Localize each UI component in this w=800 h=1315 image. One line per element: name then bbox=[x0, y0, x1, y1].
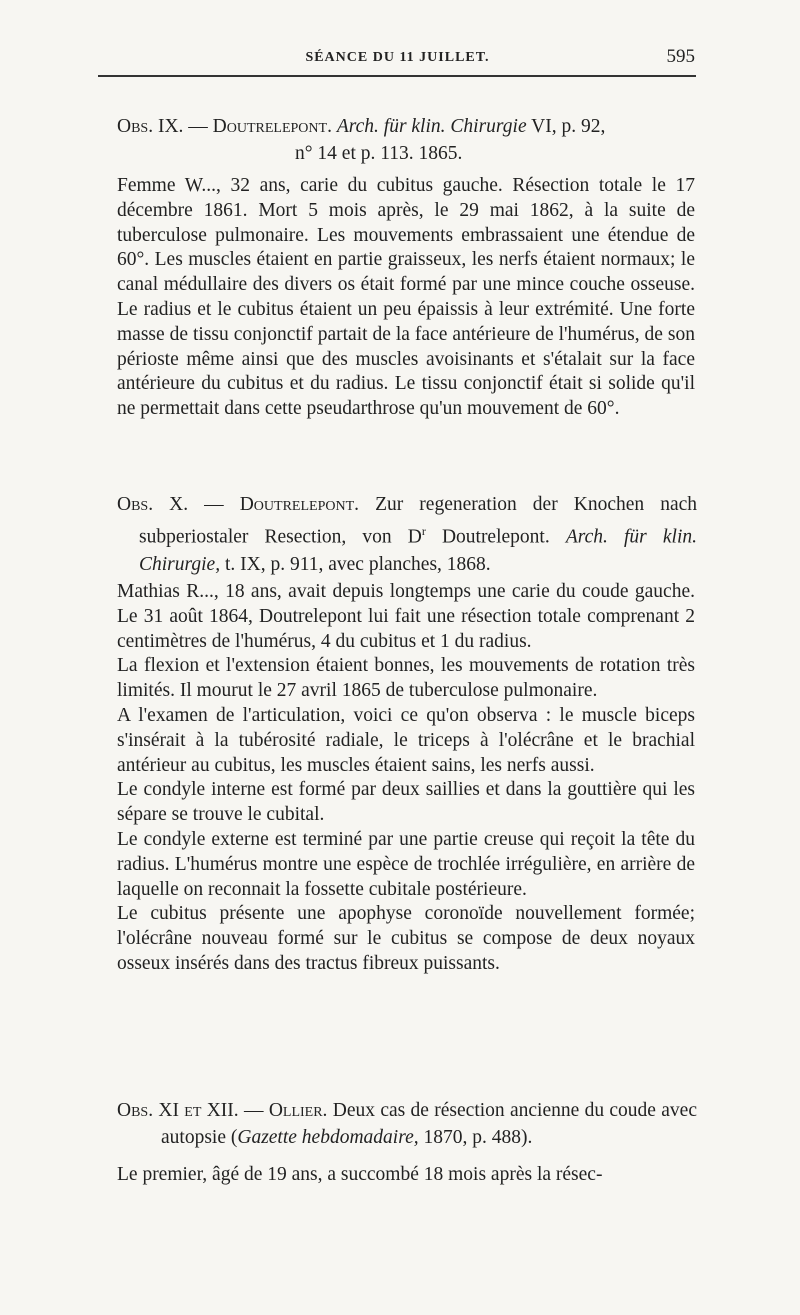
obs-10-source: Arch. für klin. Chirurgie, bbox=[139, 526, 697, 575]
obs-9-author: Doutrelepont. bbox=[212, 116, 332, 137]
obs-11-heading bbox=[117, 1097, 697, 1151]
obs-11-title: Deux cas de résection ancienne du coude avec autopsie ( bbox=[161, 1100, 697, 1148]
header-rule bbox=[98, 75, 696, 77]
obs-10-label: Obs. X. — bbox=[117, 494, 224, 515]
obs-10-paragraph-6: Le cubitus présente une apophyse coronoïde nouvellement formée; l'olécrâne nouveau formé sur le cubitus se compose de deux noyaux osseux insérés dans des tractus fibreux puissants. bbox=[117, 903, 695, 974]
obs-9-body bbox=[117, 174, 695, 422]
running-head bbox=[100, 46, 695, 70]
running-title: SÉANCE DU 11 JUILLET. bbox=[305, 50, 490, 65]
obs-11-ref: 1870, p. 488). bbox=[423, 1127, 533, 1148]
obs-10-title: Zur regeneration der Knochen nach subperiostaler Resection, von D bbox=[139, 494, 698, 548]
obs-9-label: Obs. IX. — bbox=[117, 116, 208, 137]
obs-10-author: Doutrelepont. bbox=[239, 494, 360, 515]
obs-10-paragraph-3: A l'examen de l'articulation, voici ce qu'on observa : le muscle biceps s'insérait à la tubérosité radiale, le triceps à l'olécrâne et le brachial antérieur au cubitus, les muscles étaient sains, les nerfs aussi. bbox=[117, 704, 695, 776]
obs-11-source: Gazette hebdomadaire, bbox=[237, 1127, 419, 1148]
obs-9-paragraph: Femme W..., 32 ans, carie du cubitus gauche. Résection totale le 17 décembre 1861. Mort 5 mois après, le 29 mai 1862, à la suite de tuberculose pulmonaire. Les mouvements embrassaient une étendue de 60°. Les muscles étaient en partie graisseux, les nerfs étaient normaux; le canal médullaire des divers os était formé par une mince couche osseuse. Le radius et le cubitus étaient un peu épaissis à leur extrémité. Une forte masse de tissu conjonctif partait de la face antérieure de l'humérus, de son périoste même ainsi que des muscles avoisinants et s'étalait sur la face antérieure du cubitus et du radius. Le tissu conjonctif était si solide qu'il ne permettait dans cette pseudarthrose qu'un mouvement de 60°. bbox=[117, 175, 695, 420]
obs-10-paragraph-2: La flexion et l'extension étaient bonnes, les mouvements de rotation très limités. Il mourut le 27 avril 1865 de tuberculose pulmonaire. bbox=[117, 655, 695, 702]
obs-10-after-sup: Doutrelepont. bbox=[425, 526, 550, 548]
obs-10-ref: t. IX, p. 911, avec planches, 1868. bbox=[224, 553, 491, 575]
obs-9-ref-2: n° 14 et p. 113. 1865. bbox=[295, 143, 463, 164]
obs-10-paragraph-5: Le condyle externe est terminé par une partie creuse qui reçoit la tête du radius. L'humérus montre une espèce de trochlée irrégulière, en arrière de laquelle on reconnait la fossette cubitale postérieure. bbox=[117, 828, 695, 900]
obs-9-source: Arch. für klin. Chirurgie bbox=[336, 116, 527, 137]
obs-10-sup: r bbox=[421, 524, 426, 538]
obs-10-paragraph-4: Le condyle interne est formé par deux saillies et dans la gouttière qui les sépare se trouve le cubital. bbox=[117, 779, 695, 826]
obs-10-body bbox=[117, 580, 695, 977]
obs-11-body bbox=[117, 1163, 695, 1188]
obs-10-heading bbox=[117, 491, 697, 578]
obs-9-ref-1: VI, p. 92, bbox=[531, 116, 606, 137]
page-number: 595 bbox=[666, 46, 695, 67]
obs-11-paragraph: Le premier, âgé de 19 ans, a succombé 18 mois après la résec- bbox=[117, 1164, 603, 1185]
obs-10-paragraph-1: Mathias R..., 18 ans, avait depuis longtemps une carie du coude gauche. Le 31 août 1864, Doutrelepont lui fait une résection totale comprenant 2 centimètres de l'humérus, 4 du cubitus et 1 du radius. bbox=[117, 581, 695, 652]
obs-9-heading bbox=[117, 113, 697, 167]
obs-11-author: Ollier. bbox=[268, 1100, 328, 1121]
obs-11-label: Obs. XI et XII. — bbox=[117, 1100, 264, 1121]
